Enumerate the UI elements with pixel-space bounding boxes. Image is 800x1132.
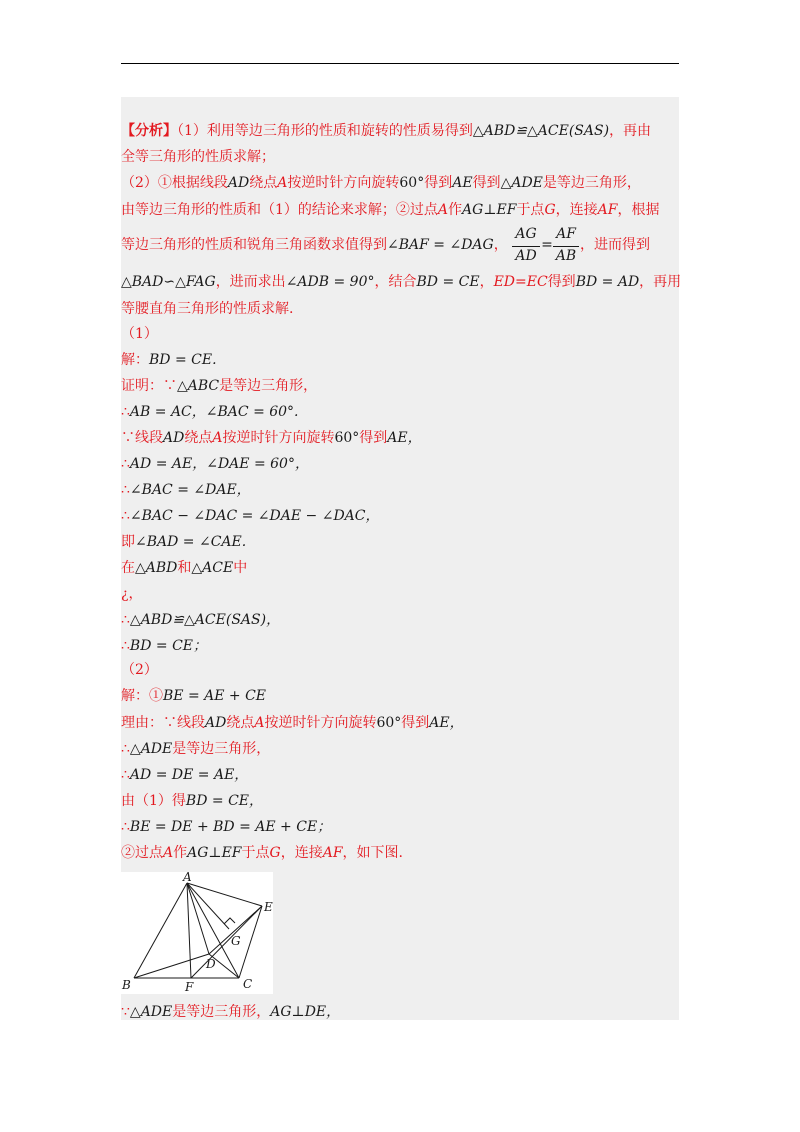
- fraction-numerator: AF: [556, 226, 576, 242]
- math-expr: A: [254, 715, 265, 731]
- label-text: 是等边三角形，: [172, 1004, 271, 1020]
- math-expr: BD = CE: [416, 274, 480, 290]
- math-expr: BE = AE + CE: [163, 688, 267, 704]
- math-expr: △ADE: [500, 175, 543, 191]
- math-expr: AG⊥EF: [462, 202, 517, 218]
- point-label-f: F: [185, 980, 194, 994]
- math-expr: △ABD: [135, 560, 178, 576]
- analysis-line-6: [121, 272, 681, 292]
- proof-line-10: [121, 610, 280, 630]
- analysis-text: ，再用: [639, 274, 682, 290]
- math-expr: AE，: [429, 715, 464, 731]
- segment-fe: [191, 906, 262, 978]
- geometry-diagram: [121, 872, 273, 994]
- analysis-text: 等边三角形的性质和锐角三角函数求值得到: [121, 237, 387, 253]
- header-rule: [121, 63, 679, 64]
- part2-line-8: [121, 1002, 340, 1022]
- label-text: 证明：∵: [121, 378, 177, 394]
- analysis-text: ，进而求出: [215, 274, 286, 290]
- therefore-symbol: ∴: [121, 741, 130, 757]
- fraction-bar: [512, 246, 540, 247]
- math-expr: A: [212, 430, 223, 446]
- math-expr: ∠BAC − ∠DAC = ∠DAE − ∠DAC，: [129, 508, 380, 524]
- label-text: 按逆时针方向旋转: [222, 430, 335, 446]
- math-expr: G: [544, 202, 556, 218]
- point-label-e: E: [264, 900, 273, 914]
- math-expr: AF: [597, 202, 618, 218]
- label-text: 理由：∵线段: [121, 715, 205, 731]
- analysis-text: ，再由: [609, 123, 652, 139]
- part2-line-2: [121, 713, 464, 733]
- analysis-text: 由等边三角形的性质和（1）的结论来求解；②过点: [121, 202, 438, 218]
- point-label-d: D: [206, 957, 216, 971]
- proof-line-8: [121, 558, 247, 578]
- math-expr: AD: [163, 430, 185, 446]
- analysis-text: 得到: [472, 175, 501, 191]
- math-expr: ∠BAD = ∠CAE.: [135, 534, 247, 550]
- point-label-a: A: [183, 872, 192, 884]
- part1-label: （1）: [121, 326, 158, 342]
- label-text: ∵线段: [121, 430, 163, 446]
- math-expr: AF: [322, 845, 343, 861]
- because-symbol: ∵: [121, 1004, 130, 1020]
- analysis-line-2: 全等三角形的性质求解；: [121, 149, 275, 165]
- analysis-text: （1）利用等边三角形的性质和旋转的性质易得到: [177, 123, 473, 139]
- label-text: ，连接: [280, 845, 323, 861]
- therefore-symbol: ∴: [121, 404, 130, 420]
- analysis-text: ，根据: [617, 202, 660, 218]
- therefore-symbol: ∴: [121, 767, 130, 783]
- analysis-text: 于点: [516, 202, 545, 218]
- math-expr: A: [163, 845, 174, 861]
- math-expr: BE = DE + BD = AE + CE；: [129, 819, 332, 835]
- math-expr: AD: [205, 715, 227, 731]
- part2-line-5: [121, 791, 263, 811]
- math-expr: △ADE: [129, 1004, 173, 1020]
- math-expr: AD = DE = AE，: [129, 767, 249, 783]
- math-expr: △ABC: [177, 378, 220, 394]
- label-text: 解：: [121, 352, 149, 368]
- part2-line-4: [121, 765, 248, 785]
- math-expr: △ABD≌△ACE(SAS)，: [129, 612, 281, 628]
- proof-line-7: [121, 532, 246, 552]
- equals-sign: =: [541, 237, 553, 253]
- label-text: 作: [173, 845, 188, 861]
- label-text: ，如下图.: [342, 845, 403, 861]
- math-expr: BD = AD: [575, 274, 640, 290]
- therefore-symbol: ∴: [121, 482, 130, 498]
- analysis-line-1: [121, 121, 651, 141]
- analysis-line-7: 等腰直角三角形的性质求解.: [121, 301, 294, 317]
- point-label-c: C: [243, 977, 253, 991]
- math-expr: A: [437, 202, 449, 218]
- math-expr: 60°: [334, 430, 360, 446]
- proof-line-3: [121, 428, 422, 448]
- point-label-g: G: [231, 934, 241, 948]
- math-expr: △ADE: [129, 741, 173, 757]
- part2-label: （2）: [121, 662, 158, 678]
- analysis-text: ，: [493, 237, 508, 253]
- math-expr: ED=EC: [493, 274, 548, 290]
- part2-line-3: [121, 739, 270, 759]
- therefore-symbol: ∴: [121, 508, 130, 524]
- label-text: 绕点: [184, 430, 213, 446]
- label-text: 和: [177, 560, 192, 576]
- analysis-text: 是等边三角形，: [542, 175, 641, 191]
- segment-af: [187, 883, 191, 978]
- label-text: 即: [121, 534, 135, 550]
- math-expr: △ACE: [191, 560, 234, 576]
- analysis-line-5: [121, 235, 508, 255]
- right-angle-mark: [224, 918, 235, 924]
- label-text: 得到: [401, 715, 430, 731]
- segment-ad: [187, 883, 209, 954]
- math-expr: ∠BAC = ∠DAE，: [129, 482, 251, 498]
- label-text: 得到: [359, 430, 388, 446]
- math-expr: △BAD∽△FAG: [121, 274, 216, 290]
- analysis-text: （2）①根据线段: [121, 175, 228, 191]
- math-expr: BD = CE，: [185, 793, 263, 809]
- analysis-text: 按逆时针方向旋转: [287, 175, 400, 191]
- fraction-denominator: AB: [555, 248, 577, 264]
- analysis-text: 绕点: [249, 175, 278, 191]
- analysis-line-3: [121, 173, 641, 193]
- math-expr: AE，: [387, 430, 422, 446]
- math-expr: △ABD≌△ACE(SAS): [472, 123, 610, 139]
- math-expr: AB = AC，∠BAC = 60°.: [129, 404, 299, 420]
- fraction-bar: [553, 246, 579, 247]
- math-expr: AG⊥EF: [187, 845, 242, 861]
- part2-line-7: [121, 843, 403, 863]
- analysis-text: 得到: [547, 274, 576, 290]
- analysis-text: ，进而得到: [580, 237, 650, 253]
- therefore-symbol: ∴: [121, 612, 130, 628]
- part2-line-1: [121, 686, 266, 706]
- label-text: 按逆时针方向旋转: [264, 715, 377, 731]
- math-expr: G: [269, 845, 281, 861]
- analysis-tag: 【分析】: [121, 123, 177, 139]
- therefore-symbol: ∴: [121, 819, 130, 835]
- proof-line-5: [121, 480, 251, 500]
- analysis-text: 作: [448, 202, 463, 218]
- math-expr: 60°: [399, 175, 425, 191]
- math-expr: AG⊥DE，: [270, 1004, 341, 1020]
- label-text: 是等边三角形，: [172, 741, 271, 757]
- fraction-denominator: AD: [515, 248, 537, 264]
- math-expr: AE: [452, 175, 473, 191]
- proof-line-9: ¿，: [121, 586, 143, 602]
- analysis-text: 得到: [424, 175, 453, 191]
- label-text: 解：①: [121, 688, 163, 704]
- analysis-text: ，连接: [555, 202, 598, 218]
- label-text: 在: [121, 560, 135, 576]
- proof-line-2: [121, 402, 299, 422]
- math-expr: ∠BAF = ∠DAG: [387, 237, 494, 253]
- math-expr: AD: [227, 175, 250, 191]
- proof-line-1: [121, 376, 317, 396]
- therefore-symbol: ∴: [121, 638, 130, 654]
- fraction-numerator: AG: [515, 226, 537, 242]
- analysis-text: ，结合: [374, 274, 417, 290]
- math-expr: 60°: [376, 715, 402, 731]
- proof-line-11: [121, 636, 207, 656]
- label-text: ②过点: [121, 845, 163, 861]
- label-text: 绕点: [226, 715, 255, 731]
- label-text: 中: [233, 560, 248, 576]
- point-label-b: B: [122, 978, 131, 992]
- therefore-symbol: ∴: [121, 456, 130, 472]
- analysis-line-4: [121, 200, 659, 220]
- math-expr: BD = CE.: [149, 352, 217, 368]
- geometry-figure: [121, 872, 273, 994]
- math-expr: BD = CE；: [129, 638, 207, 654]
- analysis-text: ，: [479, 274, 494, 290]
- proof-line-4: [121, 454, 309, 474]
- proof-line-6: [121, 506, 380, 526]
- label-text: 是等边三角形，: [219, 378, 318, 394]
- math-expr: ∠ADB = 90°: [285, 274, 375, 290]
- label-text: 于点: [241, 845, 270, 861]
- label-text: 由（1）得: [121, 793, 186, 809]
- math-expr: A: [277, 175, 288, 191]
- part1-answer: [121, 350, 217, 370]
- math-expr: AD = AE，∠DAE = 60°，: [129, 456, 309, 472]
- part2-line-6: [121, 817, 331, 837]
